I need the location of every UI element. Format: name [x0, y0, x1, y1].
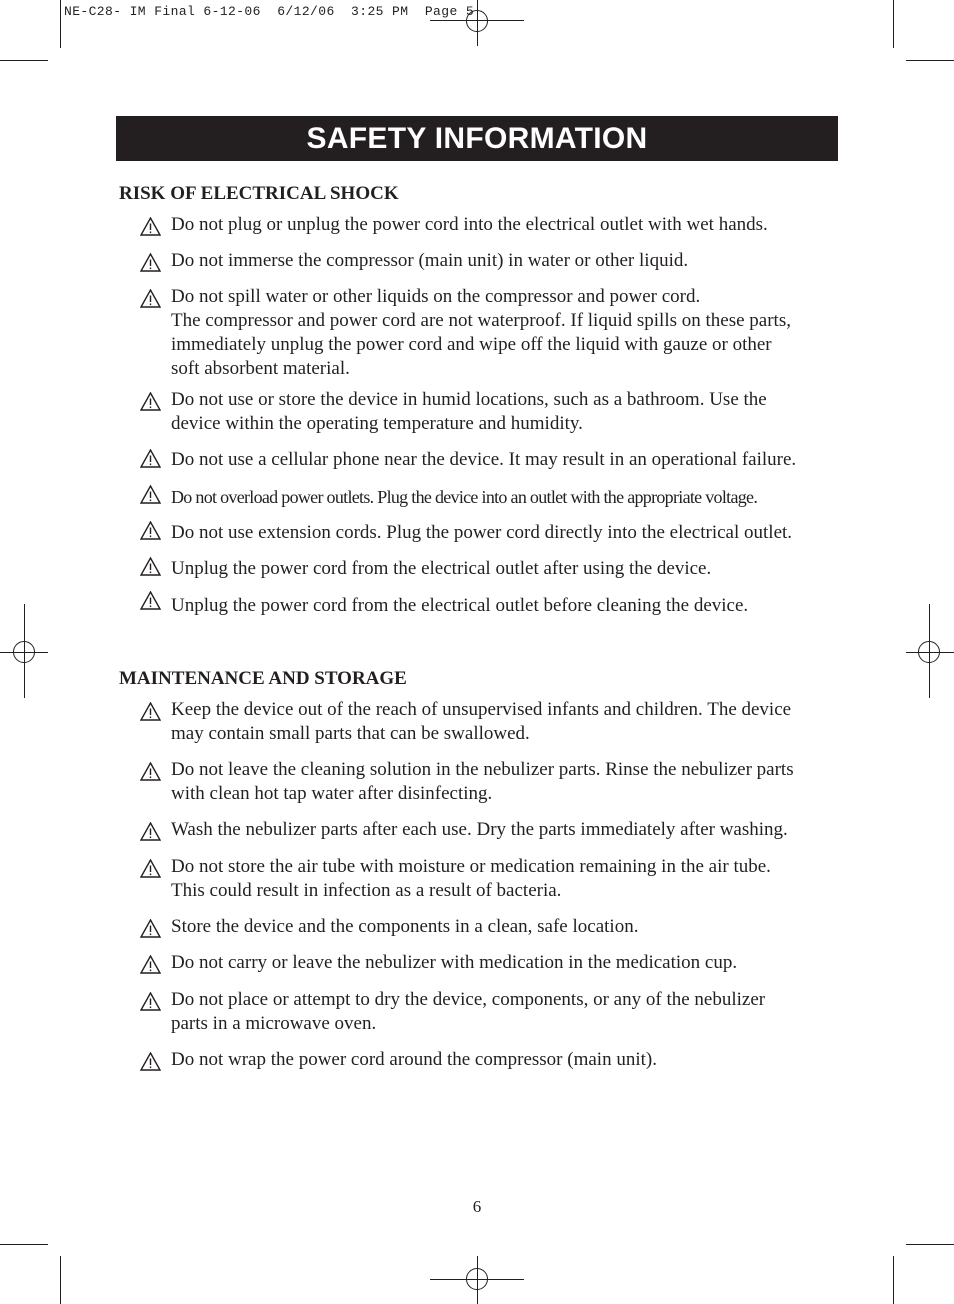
warning-triangle-icon: [140, 449, 161, 468]
warning-triangle-icon: [140, 289, 161, 308]
warning-triangle-icon: [140, 253, 161, 272]
warning-text-line: device within the operating temperature and humidity.: [171, 413, 583, 434]
warning-item: [140, 594, 840, 618]
warning-item: [140, 855, 840, 903]
warning-item: [140, 1048, 840, 1072]
warning-text-line: with clean hot tap water after disinfecting.: [171, 783, 493, 804]
warning-item: [140, 249, 840, 273]
warning-triangle-icon: [140, 217, 161, 236]
warning-item: [140, 698, 840, 746]
section-heading-maintenance-storage: MAINTENANCE AND STORAGE: [119, 668, 407, 689]
warning-item: [140, 988, 840, 1036]
warning-triangle-icon: [140, 521, 161, 540]
warning-text-line: Do not overload power outlets. Plug the device into an outlet with the appropriate voltage.: [171, 487, 758, 507]
warning-text-line: Unplug the power cord from the electrical outlet before cleaning the device.: [171, 595, 749, 616]
printer-slug: NE-C28- IM Final 6-12-06 6/12/06 3:25 PM Page 5: [64, 4, 475, 19]
warning-item: [140, 285, 840, 381]
warning-text-line: Do not wrap the power cord around the compressor (main unit).: [171, 1049, 657, 1070]
crop-mark: [60, 0, 61, 48]
page-number: 6: [472, 1197, 482, 1216]
warning-text-line: Wash the nebulizer parts after each use. Dry the parts immediately after washing.: [171, 819, 788, 840]
warning-item: [140, 758, 840, 806]
page-title: SAFETY INFORMATION: [116, 116, 838, 161]
section-heading-electrical-shock: RISK OF ELECTRICAL SHOCK: [119, 183, 399, 204]
warning-triangle-icon: [140, 822, 161, 841]
warning-triangle-icon: [140, 485, 161, 504]
warning-text-line: Do not immerse the compressor (main unit) in water or other liquid.: [171, 250, 689, 271]
crop-mark: [60, 1256, 61, 1304]
warning-text-line: The compressor and power cord are not waterproof. If liquid spills on these parts,: [171, 310, 791, 331]
warning-triangle-icon: [140, 762, 161, 781]
warning-text-line: Keep the device out of the reach of unsupervised infants and children. The device: [171, 699, 792, 720]
warning-item: [140, 485, 840, 509]
warning-item: [140, 521, 840, 545]
warning-text-line: soft absorbent material.: [171, 358, 350, 379]
warning-text-line: This could result in infection as a result of bacteria.: [171, 880, 562, 901]
warning-item: [140, 818, 840, 842]
crop-mark: [0, 1244, 48, 1245]
warning-item: [140, 557, 840, 581]
warning-text-line: Do not leave the cleaning solution in the nebulizer parts. Rinse the nebulizer parts: [171, 759, 794, 780]
warning-item: [140, 213, 840, 237]
warning-text-line: Do not place or attempt to dry the device, components, or any of the nebulizer: [171, 989, 766, 1010]
warning-text-line: parts in a microwave oven.: [171, 1013, 377, 1034]
warning-text-line: Do not use a cellular phone near the device. It may result in an operational failure.: [171, 449, 797, 470]
crop-mark: [893, 0, 894, 48]
warning-item: [140, 448, 840, 472]
crop-mark: [906, 1244, 954, 1245]
warning-text-line: Do not spill water or other liquids on the compressor and power cord.: [171, 286, 701, 307]
warning-triangle-icon: [140, 919, 161, 938]
warning-triangle-icon: [140, 702, 161, 721]
warning-text-line: Store the device and the components in a clean, safe location.: [171, 916, 639, 937]
crop-mark: [893, 1256, 894, 1304]
warning-triangle-icon: [140, 557, 161, 576]
warning-text-line: Do not use extension cords. Plug the power cord directly into the electrical outlet.: [171, 522, 793, 543]
warning-item: [140, 388, 840, 436]
warning-item: [140, 951, 840, 975]
warning-text-line: Do not use or store the device in humid locations, such as a bathroom. Use the: [171, 389, 767, 410]
warning-triangle-icon: [140, 591, 161, 610]
warning-text-line: Do not plug or unplug the power cord into the electrical outlet with wet hands.: [171, 214, 768, 235]
crop-mark: [906, 60, 954, 61]
warning-triangle-icon: [140, 955, 161, 974]
warning-text-line: Do not carry or leave the nebulizer with medication in the medication cup.: [171, 952, 738, 973]
warning-triangle-icon: [140, 859, 161, 878]
warning-triangle-icon: [140, 992, 161, 1011]
crop-mark: [0, 60, 48, 61]
warning-text-line: Unplug the power cord from the electrical outlet after using the device.: [171, 558, 712, 579]
warning-text-line: may contain small parts that can be swallowed.: [171, 723, 530, 744]
warning-triangle-icon: [140, 392, 161, 411]
warning-text-line: Do not store the air tube with moisture or medication remaining in the air tube.: [171, 856, 771, 877]
warning-item: [140, 915, 840, 939]
warning-triangle-icon: [140, 1052, 161, 1071]
warning-text-line: immediately unplug the power cord and wipe off the liquid with gauze or other: [171, 334, 772, 355]
